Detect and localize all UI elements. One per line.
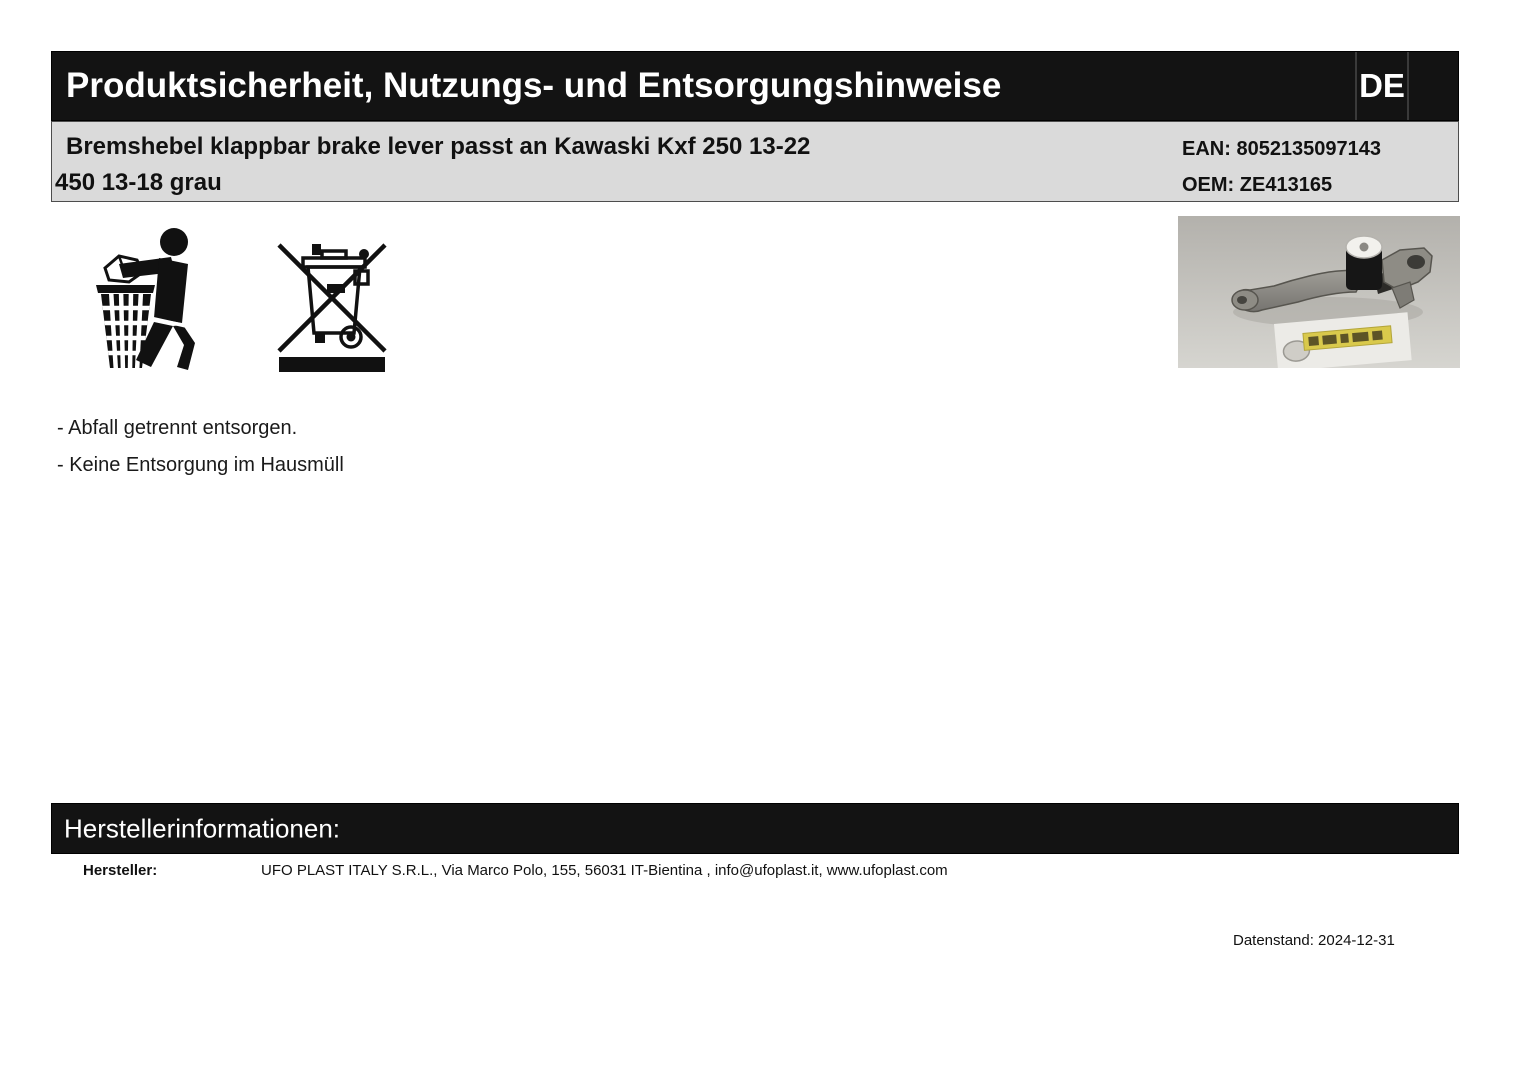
product-codes [1182,131,1381,203]
weee-crossed-bin-icon [276,230,388,374]
disposal-note-1: - Abfall getrennt entsorgen. [57,417,298,439]
manufacturer-section-bar [51,803,1459,854]
product-title-bar [51,121,1459,202]
manufacturer-value: UFO PLAST ITALY S.R.L., Via Marco Polo, 155, 56031 IT-Bientina , info@ufoplast.it, www.ufoplast.com [261,862,948,879]
tidyman-icon [90,226,214,376]
product-title-line1: Bremshebel klappbar brake lever passt an Kawaski Kxf 250 13-22 [66,133,811,160]
oem-code: OEM: ZE413165 [1182,174,1333,196]
disposal-notes [57,410,344,484]
header-bar [51,51,1459,121]
ean-code: EAN: 8052135097143 [1182,138,1382,160]
language-badge: DE [1355,52,1409,120]
disposal-note-2: - Keine Entsorgung im Hausmüll [57,454,344,476]
page-title: Produktsicherheit, Nutzungs- und Entsorgungshinweise [66,66,1002,105]
manufacturer-section-title: Herstellerinformationen: [64,813,341,843]
data-status: Datenstand: 2024-12-31 [1233,932,1395,949]
manufacturer-label: Hersteller: [83,862,158,879]
product-photo [1178,216,1460,368]
product-title-line2: 450 13-18 grau [55,169,222,196]
